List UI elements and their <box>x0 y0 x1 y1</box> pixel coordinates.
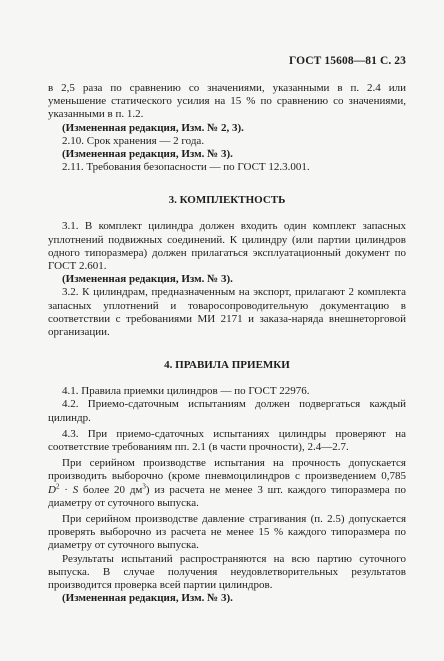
clause-3-2: 3.2. К цилиндрам, предназначенным на экспорт, прилагают 2 комплекта запасных уплотнений и товаросопроводительную документацию в соответствии с требованиями МИ 2171 и заказа-наряда внешнеторговой организации. <box>48 286 406 339</box>
paragraph-continuation: в 2,5 раза по сравнению со значениями, указанными в п. 2.4 или уменьшение статического усилия на 15 % по сравнению со значениями, указанными в п. 1.2. <box>48 82 406 121</box>
section-heading-3: 3. КОМПЛЕКТНОСТЬ <box>168 194 286 207</box>
amendment-note: (Измененная редакция, Изм. № 3). <box>62 273 233 286</box>
formula-s: S <box>72 483 79 496</box>
clause-2-10: 2.10. Срок хранения — 2 года. <box>62 134 205 147</box>
formula-dot: · <box>59 483 73 496</box>
clause-2-11: 2.11. Требования безопасности — по ГОСТ 12.3.001. <box>62 161 310 174</box>
superscript: 2 <box>55 482 60 491</box>
clause-4-1: 4.1. Правила приемки цилиндров — по ГОСТ 22976. <box>62 385 310 398</box>
text-segment: ) из расчета не менее 3 шт. каждого типоразмера по диаметру от суточного выпуска. <box>48 483 406 509</box>
section-heading-4: 4. ПРАВИЛА ПРИЕМКИ <box>164 359 290 372</box>
text-segment: При серийном производстве испытания на прочность допускается производить выборочно (кроме пневмоцилиндров с произведением 0,785 <box>48 457 406 483</box>
page-header: ГОСТ 15608—81 С. 23 <box>288 55 406 67</box>
clause-4-2: 4.2. Приемо-сдаточным испытаниям должен подвергаться каждый цилиндр. <box>48 398 406 424</box>
clause-3-1: 3.1. В комплект цилиндра должен входить один комплект запасных уплотнений подвижных соединений. К цилиндру (или партии цилиндров одного типоразмера) должен прилагаться эксплуатационный документ по ГОСТ 2.601. <box>48 220 406 273</box>
clause-4-3: 4.3. При приемо-сдаточных испытаниях цилиндры проверяют на соответствие требованиям пп. 2.1 (в части прочности), 2.4—2.7. <box>48 427 406 454</box>
paragraph-results: Результаты испытаний распространяются на всю партию суточного выпуска. В случае получения неудовлетворительных результатов производится проверка всей партии цилиндров. <box>48 552 406 592</box>
text-segment: более 20 дм <box>78 483 143 496</box>
amendment-note: (Измененная редакция, Изм. № 3). <box>62 148 233 161</box>
formula-d: D <box>48 483 56 496</box>
superscript: 3 <box>142 482 146 491</box>
amendment-note: (Измененная редакция, Изм. № 3). <box>62 592 233 605</box>
document-body <box>48 82 406 606</box>
paragraph-serial-pressure: При серийном производстве давление страгивания (п. 2.5) допускается проверять выборочно из расчета не менее 15 % каждого типоразмера по диаметру от суточного выпуска. <box>48 513 406 552</box>
paragraph-serial-strength <box>48 457 406 510</box>
amendment-note: (Измененная редакция, Изм. № 2, 3). <box>62 121 244 134</box>
